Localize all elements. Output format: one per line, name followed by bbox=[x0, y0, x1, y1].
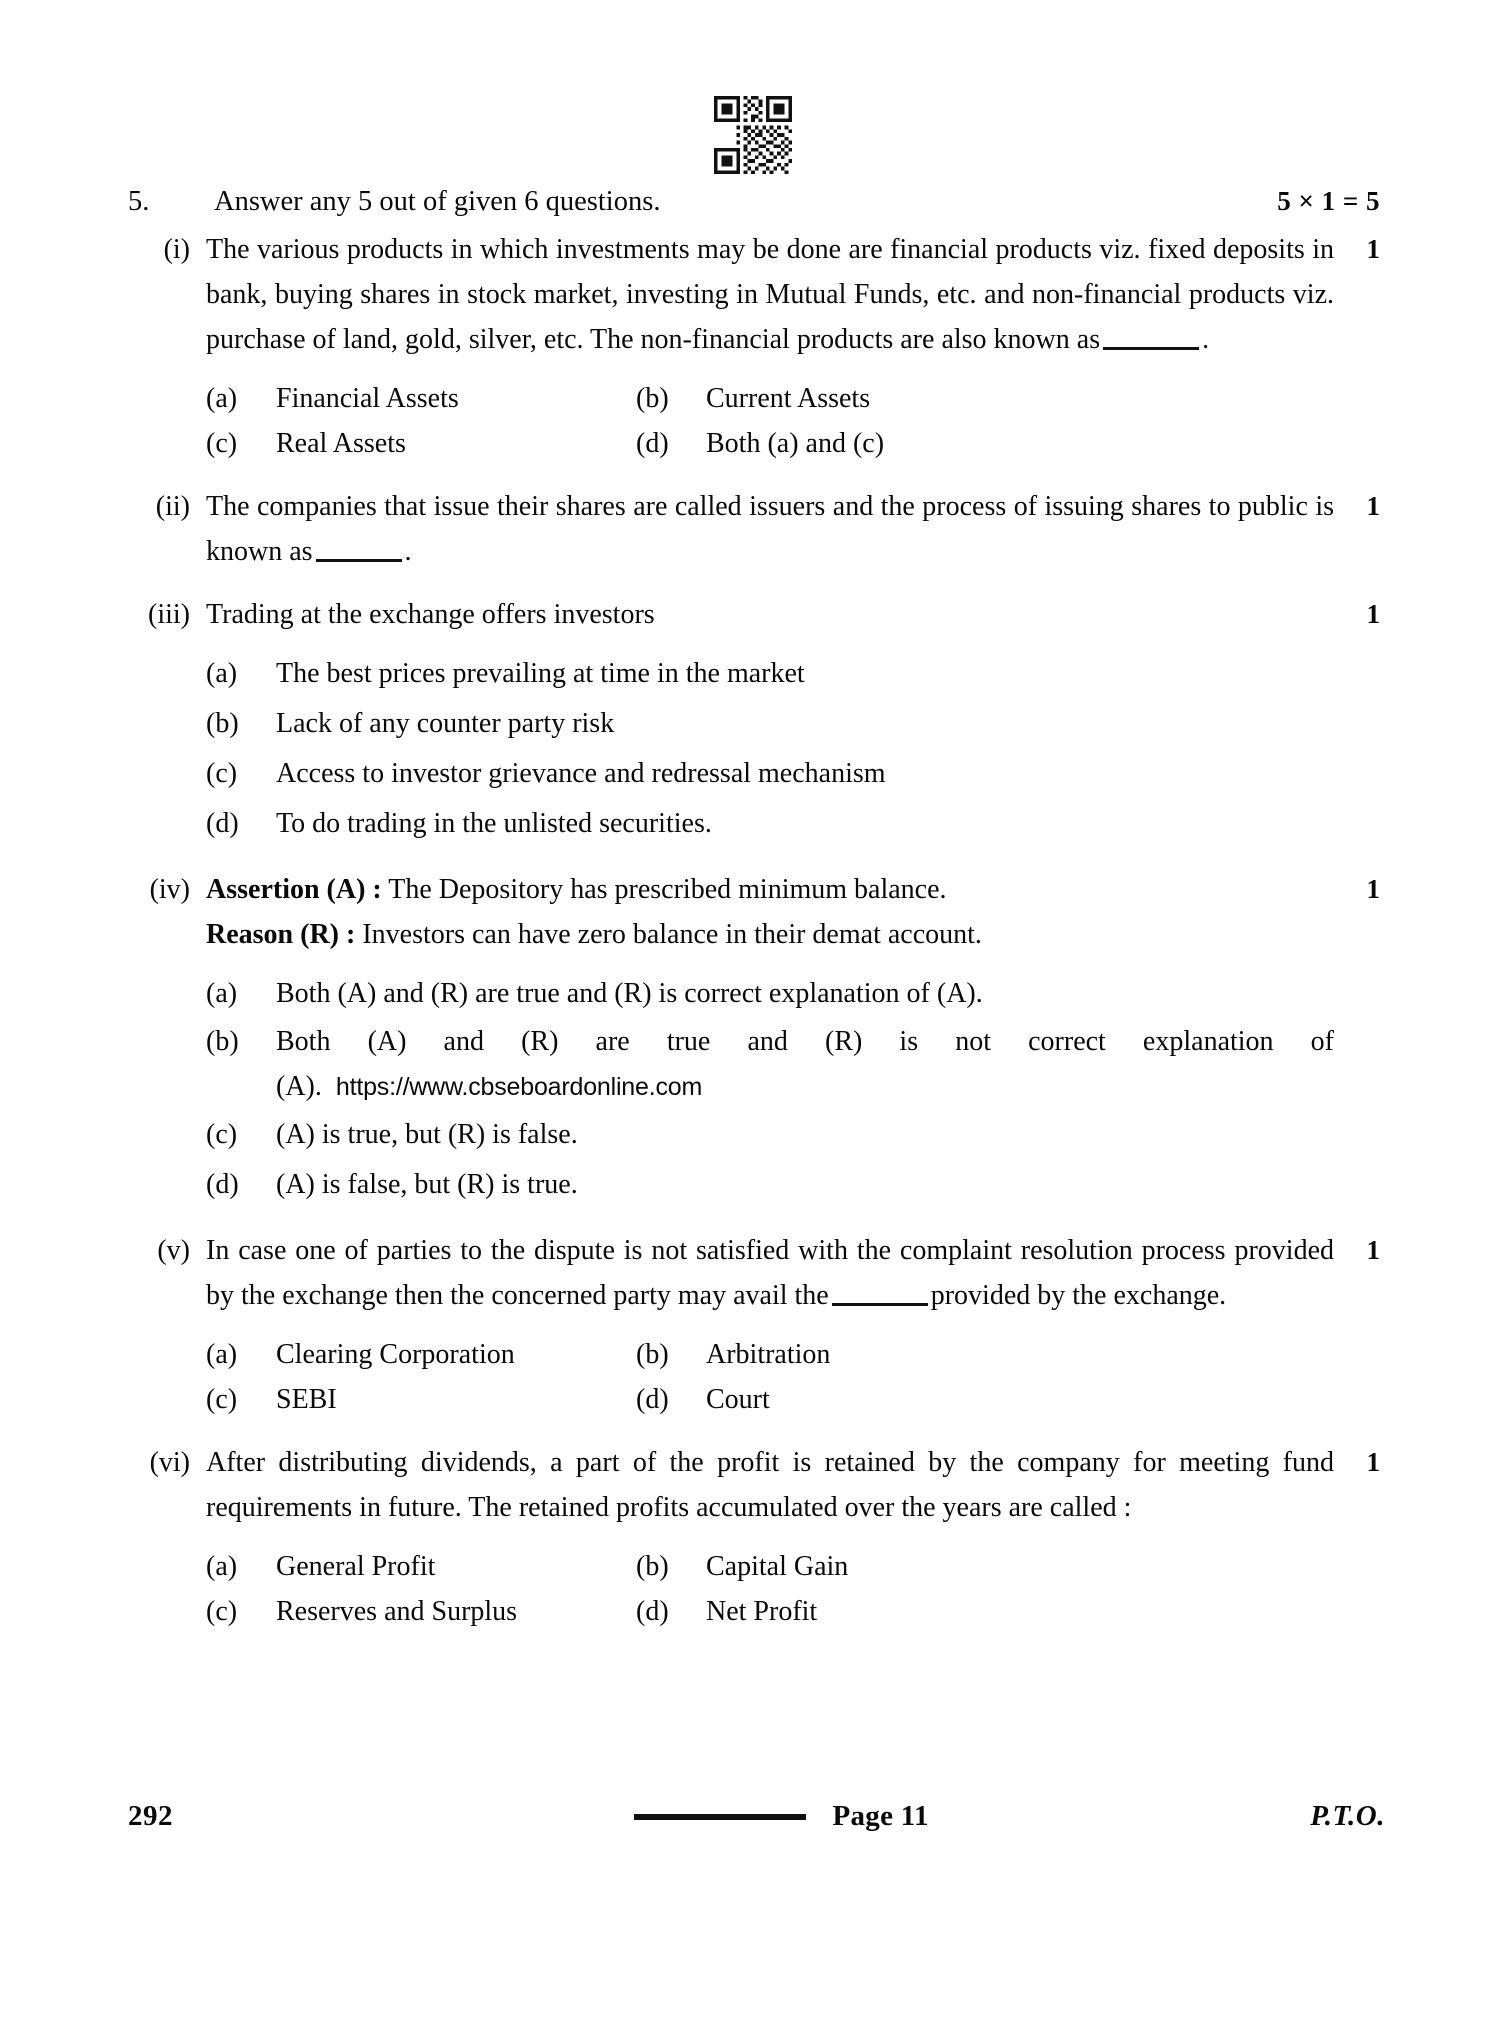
reason-line bbox=[206, 912, 1334, 957]
option-item[interactable] bbox=[206, 1019, 1334, 1110]
sub-question-marks: 1 bbox=[1366, 234, 1380, 264]
option-label: To do trading in the unlisted securities. bbox=[276, 808, 712, 839]
paper-code: 292 bbox=[128, 1800, 173, 1832]
option-row bbox=[206, 1332, 1334, 1377]
spacer bbox=[128, 849, 1380, 859]
option-item[interactable] bbox=[206, 1377, 636, 1422]
option-row bbox=[206, 376, 1334, 421]
option-item[interactable] bbox=[206, 1589, 636, 1634]
option-item[interactable] bbox=[206, 1110, 1334, 1160]
footer-rule bbox=[634, 1814, 806, 1820]
sub-question-roman: (iv) bbox=[149, 874, 190, 905]
option-letter: (c) bbox=[206, 1119, 238, 1150]
option-item[interactable] bbox=[206, 376, 636, 421]
option-letter: (b) bbox=[636, 383, 669, 414]
sub-question-roman: (vi) bbox=[149, 1447, 190, 1478]
sub-question-text bbox=[206, 484, 1334, 574]
assertion-text: The Depository has prescribed minimum balance. bbox=[388, 874, 947, 905]
sub-question-marks: 1 bbox=[1366, 599, 1380, 629]
options-vi bbox=[128, 1538, 1380, 1634]
option-label: Both (A) and (R) are true and (R) is correct explanation of (A). bbox=[276, 978, 983, 1009]
reason-label: Reason (R) : bbox=[206, 919, 356, 950]
option-letter: (c) bbox=[206, 758, 238, 789]
sub-question-marks: 1 bbox=[1366, 491, 1380, 521]
sub-question-roman: (i) bbox=[163, 234, 190, 265]
option-item[interactable] bbox=[206, 969, 1334, 1019]
option-item[interactable] bbox=[206, 421, 636, 466]
question-marks-formula: 5 × 1 = 5 bbox=[1277, 186, 1380, 216]
option-label: Real Assets bbox=[276, 428, 406, 459]
option-item[interactable] bbox=[636, 1544, 1334, 1589]
option-letter: (a) bbox=[206, 978, 238, 1009]
option-label: Access to investor grievance and redressal mechanism bbox=[276, 758, 886, 789]
option-label: SEBI bbox=[276, 1384, 337, 1415]
option-letter: (d) bbox=[636, 428, 669, 459]
option-letter: (b) bbox=[206, 708, 239, 739]
option-label: Arbitration bbox=[706, 1339, 831, 1370]
spacer bbox=[128, 1210, 1380, 1220]
sub-question-marks: 1 bbox=[1366, 1235, 1380, 1265]
option-item[interactable] bbox=[206, 699, 1334, 749]
sub-question-roman: (v) bbox=[157, 1235, 190, 1266]
option-label: The best prices prevailing at time in the market bbox=[276, 658, 805, 689]
sub-question-text bbox=[206, 1228, 1334, 1318]
option-letter: (c) bbox=[206, 428, 238, 459]
option-item[interactable] bbox=[206, 799, 1334, 849]
page-number-label: Page 11 bbox=[832, 1800, 929, 1832]
option-label: Capital Gain bbox=[706, 1551, 849, 1582]
option-letter: (c) bbox=[206, 1384, 238, 1415]
options-v bbox=[128, 1326, 1380, 1422]
question-number: 5. bbox=[128, 186, 150, 217]
sub-question-roman: (iii) bbox=[148, 599, 190, 630]
option-row bbox=[206, 1544, 1334, 1589]
option-label-text: Both (A) and (R) are true and (R) is not correct explanation of (A). bbox=[276, 1026, 1334, 1102]
option-letter: (a) bbox=[206, 383, 238, 414]
option-item[interactable] bbox=[206, 1160, 1334, 1210]
question-instruction: Answer any 5 out of given 6 questions. bbox=[214, 186, 661, 217]
footer-center bbox=[173, 1800, 1310, 1833]
option-letter: (c) bbox=[206, 1596, 238, 1627]
option-row bbox=[206, 1589, 1334, 1634]
option-letter: (b) bbox=[206, 1026, 239, 1057]
options-iv bbox=[128, 965, 1380, 1210]
option-letter: (d) bbox=[206, 808, 239, 839]
spacer bbox=[128, 574, 1380, 584]
question-header bbox=[128, 186, 1380, 218]
option-label: General Profit bbox=[276, 1551, 436, 1582]
sub-question-text-part1: In case one of parties to the dispute is not satisfied with the complaint resolution process provided by the exchange then the concerned party may avail the bbox=[206, 1235, 1334, 1311]
option-row bbox=[206, 421, 1334, 466]
assertion-line bbox=[206, 867, 1334, 912]
qr-code-icon bbox=[712, 96, 794, 174]
sub-question-iii bbox=[128, 592, 1380, 637]
option-letter: (a) bbox=[206, 1339, 238, 1370]
option-item[interactable] bbox=[636, 376, 1334, 421]
sub-question-text: Trading at the exchange offers investors bbox=[206, 599, 655, 630]
assertion-label: Assertion (A) : bbox=[206, 874, 382, 905]
sub-question-marks: 1 bbox=[1366, 874, 1380, 904]
spacer bbox=[128, 1422, 1380, 1432]
option-letter: (b) bbox=[636, 1339, 669, 1370]
option-row bbox=[206, 1377, 1334, 1422]
answer-blank bbox=[316, 539, 402, 562]
option-label bbox=[276, 1019, 1334, 1110]
option-label: Clearing Corporation bbox=[276, 1339, 515, 1370]
options-iii bbox=[128, 645, 1380, 849]
answer-blank bbox=[1103, 327, 1199, 350]
option-letter: (a) bbox=[206, 658, 238, 689]
question-content bbox=[128, 186, 1380, 1634]
option-item[interactable] bbox=[206, 649, 1334, 699]
sub-question-text-part2: provided by the exchange. bbox=[930, 1280, 1227, 1311]
option-label: Net Profit bbox=[706, 1596, 818, 1627]
option-item[interactable] bbox=[206, 749, 1334, 799]
sub-question-i bbox=[128, 227, 1380, 362]
pto-label: P.T.O. bbox=[1310, 1800, 1385, 1832]
option-item[interactable] bbox=[636, 1377, 1334, 1422]
option-letter: (d) bbox=[636, 1596, 669, 1627]
option-label: (A) is true, but (R) is false. bbox=[276, 1119, 578, 1150]
option-item[interactable] bbox=[636, 1332, 1334, 1377]
option-label: (A) is false, but (R) is true. bbox=[276, 1169, 578, 1200]
sub-question-iv bbox=[128, 867, 1380, 957]
sub-question-text-part1: The companies that issue their shares are called issuers and the process of issuing shares to public is known as bbox=[206, 491, 1334, 567]
sub-question-text-part1: The various products in which investments may be done are financial products viz. fixed deposits in bank, buying shares in stock market, investing in Mutual Funds, etc. and non-financial products viz. purchase of land, gold, silver, etc. The non-financial products are also known as bbox=[206, 234, 1334, 355]
watermark-url: https://www.cbseboardonline.com bbox=[335, 1073, 703, 1101]
page-footer bbox=[128, 1800, 1385, 1833]
sub-question-ii bbox=[128, 484, 1380, 574]
option-item[interactable] bbox=[206, 1332, 636, 1377]
sub-question-roman: (ii) bbox=[155, 491, 190, 522]
option-letter: (a) bbox=[206, 1551, 238, 1582]
sub-question-v bbox=[128, 1228, 1380, 1318]
option-letter: (b) bbox=[636, 1551, 669, 1582]
answer-blank bbox=[832, 1283, 928, 1306]
option-label: Lack of any counter party risk bbox=[276, 708, 615, 739]
sub-question-text-part2: . bbox=[1202, 324, 1210, 355]
sub-question-vi bbox=[128, 1440, 1380, 1530]
option-label: Financial Assets bbox=[276, 383, 459, 414]
option-item[interactable] bbox=[206, 1544, 636, 1589]
option-item[interactable] bbox=[636, 421, 1334, 466]
option-letter: (d) bbox=[636, 1384, 669, 1415]
option-item[interactable] bbox=[636, 1589, 1334, 1634]
reason-text: Investors can have zero balance in their demat account. bbox=[362, 919, 982, 950]
option-letter: (d) bbox=[206, 1169, 239, 1200]
qr-code-container bbox=[0, 96, 1505, 174]
spacer bbox=[128, 466, 1380, 476]
option-label: Court bbox=[706, 1384, 770, 1415]
sub-question-text bbox=[206, 227, 1334, 362]
option-label: Reserves and Surplus bbox=[276, 1596, 518, 1627]
option-label: Both (a) and (c) bbox=[706, 428, 885, 459]
sub-question-text-part2: . bbox=[404, 536, 412, 567]
options-i bbox=[128, 370, 1380, 466]
option-label: Current Assets bbox=[706, 383, 871, 414]
sub-question-text: After distributing dividends, a part of the profit is retained by the company for meeting fund requirements in future. The retained profits accumulated over the years are called : bbox=[206, 1447, 1334, 1523]
sub-question-marks: 1 bbox=[1366, 1447, 1380, 1477]
